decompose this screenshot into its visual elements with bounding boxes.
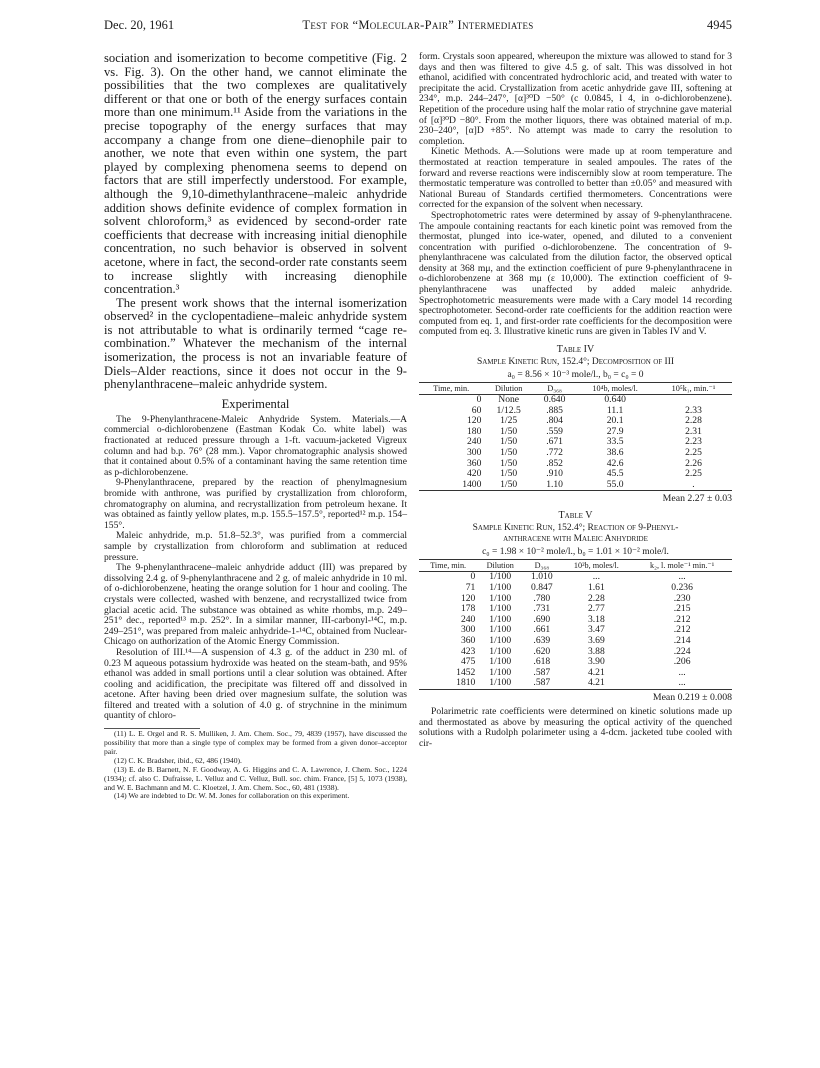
table-cell: 0.236: [671, 581, 693, 593]
table-cell: 120: [467, 415, 482, 427]
table-cell: 420: [467, 468, 482, 480]
table-cell: .804: [546, 415, 563, 427]
table-v-conditions: c₀ = 1.98 × 10⁻² mole/l., b₀ = 1.01 × 10⁻² mole/l.: [482, 547, 669, 558]
table-cell: None: [498, 394, 520, 406]
table-cell: .671: [546, 436, 563, 448]
table-cell: 1/100: [489, 592, 512, 604]
table-cell: .212: [673, 613, 691, 625]
table-cell: ...: [678, 666, 686, 678]
table-cell: 2.28: [587, 592, 605, 604]
table-cell: 2.23: [685, 436, 702, 448]
table-cell: 1/100: [489, 571, 512, 583]
table-row: [419, 448, 732, 459]
table-cell: .780: [533, 592, 551, 604]
table-cell: 1/100: [489, 613, 512, 625]
table-header: D₃₆₈: [523, 560, 560, 572]
table-cell: .212: [673, 624, 691, 636]
table-cell: .639: [533, 634, 551, 646]
table-cell: 300: [460, 624, 476, 636]
table-header: Dilution: [477, 560, 523, 572]
table-header: Time, min.: [419, 560, 477, 572]
table-cell: .661: [533, 624, 551, 636]
table-cell: 1.61: [587, 581, 605, 593]
table-cell: 1/50: [500, 425, 518, 437]
header-page-number: 4945: [707, 18, 732, 32]
table-cell: 1.10: [534, 480, 575, 491]
table-cell: .206: [673, 656, 691, 668]
table-header: Time, min.: [419, 383, 483, 395]
table-cell: 1400: [419, 480, 483, 491]
table-cell: ...: [678, 571, 686, 583]
table-cell: .620: [533, 645, 551, 657]
table-cell: 120: [460, 592, 476, 604]
table-cell: 33.5: [606, 436, 624, 448]
body-paragraph: sociation and isomerization to become competitive (Fig. 2 vs. Fig. 3). On the other hand, we cannot eliminate the possibilities that the two complexes are qualitatively different or that one or both of the energy surfaces contain more than one minimum.¹¹ Aside from the variations in the precise topography of the energy surfaces that may accompany a change from one diene–dienophile pair to another, we note that even within one system, the part played by complexing phenomena seems to depend on factors that are still imperfectly understood. For example, although the 9,10-dimethylanthracene–maleic anhydride addition shows definite evidence of complex formation in solvent chloroform,³ as evidenced by second-order rate coefficients that decrease with increasing initial dienophile concentration, no such behavior is observed in solvent acetone, where in fact, the second-order rate constants seem to increase slightly with increasing dienophile concentration.³: [104, 51, 407, 297]
body-paragraph: Polarimetric rate coefficients were determined on kinetic solutions made up and thermostated as above by measuring the optical activity of the quenched solutions with a Rudolph polarimeter using a 4-dcm. jacketed tube cooled with cir-: [419, 705, 732, 749]
section-heading: Experimental: [221, 396, 290, 411]
table-cell: 2.77: [587, 603, 605, 615]
table-cell: 3.90: [587, 656, 605, 668]
table-header: k₂, l. mole⁻¹ min.⁻¹: [632, 560, 732, 572]
table-cell: .731: [533, 603, 551, 615]
page-header: [104, 18, 732, 34]
table-cell: 1/50: [500, 468, 518, 480]
table-cell: 38.6: [606, 447, 624, 458]
table-cell: 1/100: [489, 603, 512, 615]
table-cell: 71: [465, 581, 476, 593]
footnote: (13) E. de B. Barnett, N. F. Goodway, A. G. Higgins and C. A. Lawrence, J. Chem. Soc., 1224 (1934); cf. also C. Dufraisse, L. Velluz and C. Velluz, Bull. soc. chim. France, [5] 5, 1073 (1938), and W. E. Bachmann and M. C. Kloetzel, J. Am. Chem. Soc., 60, 481 (1938).: [104, 764, 407, 792]
table-cell: 1/100: [489, 656, 512, 668]
table-cell: 45.5: [606, 468, 624, 480]
table-cell: 1/100: [489, 624, 512, 636]
table-cell: .885: [546, 404, 563, 416]
table-cell: 360: [467, 457, 482, 469]
table-cell: .215: [673, 603, 691, 615]
right-column: [419, 52, 732, 749]
table-cell: 11.1: [606, 404, 624, 416]
table-v-caption-cont: anthracene with Maleic Anhydride: [503, 534, 648, 545]
table-cell: 240: [460, 613, 476, 625]
table-row: [419, 583, 732, 594]
table-cell: 1/25: [500, 415, 518, 427]
table-cell: 1810: [419, 678, 477, 689]
table-cell: .618: [533, 656, 551, 668]
table-row: [419, 678, 732, 689]
table-iv-conditions: a₀ = 8.56 × 10⁻³ mole/l., b₀ = c₀ = 0: [507, 370, 644, 381]
table-cell: 423: [460, 645, 476, 657]
body-paragraph: form. Crystals soon appeared, whereupon the mixture was allowed to stand for 3 days and then was filtered to give 4.5 g. of salt. This was dissolved in hot ethanol, acidified with concentrated hydrochloric acid, and treated with water to precipitate the acid. Crystallization from acetic anhydride gave III, softening at 234°, m.p. 244–247°, [α]³⁰D −50° (c 0.0845, l 4, in o-dichlorobenzene). Repetition of the procedure using half the molar ratio of strychnine gave material of [α]³⁰D −80°. From the mother liquors, there was obtained material of m.p. 230–240°, [α]D +85°. No attempt was made to carry the resolution to completion.: [419, 51, 732, 147]
header-date: Dec. 20, 1961: [104, 18, 175, 32]
table-iv-mean: Mean 2.27 ± 0.03: [662, 493, 732, 505]
footnote: (14) We are indebted to Dr. W. M. Jones for collaboration on this experiment.: [114, 791, 350, 801]
table-header: 10⁵k₁, min.⁻¹: [655, 383, 732, 395]
table-cell: 1/100: [489, 666, 512, 678]
table-cell: 1452: [456, 666, 476, 678]
table-cell: 2.26: [685, 457, 702, 469]
table-header: D₃₆₈: [534, 383, 575, 395]
table-v-label: Table V: [558, 510, 593, 522]
table-cell: 2.33: [685, 404, 702, 416]
table-cell: 0.640: [543, 394, 566, 406]
table-v-caption: Sample Kinetic Run, 152.4°; Reaction of 9-Phenyl-: [472, 523, 679, 534]
footnote: (12) C. K. Bradsher, ibid., 62, 486 (1940).: [114, 755, 242, 765]
table-cell: .230: [673, 592, 691, 604]
exp-paragraph: Resolution of III.¹⁴—A suspension of 4.3 g. of the adduct in 230 ml. of 0.23 M aqueous potassium hydroxide was heated on the steam-bath, and 95% ethanol was added in small portions until a clear solution was obtained. After cooling and acidification, the precipitate was filtered off and dissolved in acetone. After having been dried over magnesium sulfate, the solution was filtered and treated with a solution of 4.0 g. of strychnine in the minimum quantity of chloro-: [104, 646, 407, 722]
table-cell: 55.0: [575, 480, 655, 491]
table-cell: 1/100: [489, 581, 512, 593]
table-cell: 2.25: [685, 468, 702, 480]
table-cell: .690: [533, 613, 551, 625]
exp-paragraph: The 9-Phenylanthracene-Maleic Anhydride System. Materials.—A commercial o-dichlorobenzene (Eastman Kodak Co. white label) was fractionated at reduced pressure through a 1-ft. vacuum-jacketed Vigreux column and had b.p. 76° (28 mm.). Vapor chromatographic analysis showed that it contained about 0.5% of a contaminant having the same retention time as p-dichlorobenzene.: [104, 413, 407, 478]
table-cell: 240: [467, 436, 482, 448]
table-header: 10⁴b, moles/l.: [575, 383, 655, 395]
table-cell: 4.21: [587, 666, 605, 678]
table-cell: 2.31: [685, 425, 702, 437]
table-cell: 0: [476, 394, 482, 406]
table-cell: 2.25: [685, 447, 702, 458]
table-cell: 4.21: [561, 678, 633, 689]
body-paragraph: The present work shows that the internal isomerization observed² in the cyclopentadiene–maleic anhydride system is not attributable to what is ordinarily termed “cage re-combination.” Whatever the mechanism of the internal isomerization, the process is not an invariable feature of Diels–Alder reactions, since it does not occur in the 9-phenylanthracene–maleic anhydride system.: [104, 295, 407, 392]
table-cell: ...: [592, 571, 600, 583]
table-cell: [655, 395, 732, 406]
table-cell: 1/100: [489, 645, 512, 657]
exp-paragraph: Maleic anhydride, m.p. 51.8–52.3°, was purified from a commercial sample by crystallization from chloroform and sublimation at reduced pressure.: [104, 530, 407, 563]
body-paragraph: Kinetic Methods. A.—Solutions were made up at room temperature and thermostated at reaction temperature in sealed ampoules. The rates of the forward and reverse reactions were indiscernibly slow at room temperature. The thermostatic temperature was controlled to better than ±0.05° and measured with National Bureau of Standards certified thermometers. Concentrations were corrected for the expansion of the solvent when necessary.: [419, 146, 732, 211]
table-cell: 360: [460, 634, 476, 646]
table-cell: ...: [632, 678, 732, 689]
table-cell: .: [655, 480, 732, 491]
table-cell: 1/50: [483, 480, 534, 491]
table-cell: 1.010: [531, 571, 553, 583]
table-cell: 300: [467, 447, 482, 458]
table-cell: .910: [546, 468, 563, 480]
table-cell: 178: [460, 603, 476, 615]
table-header: 10²b, moles/l.: [561, 560, 633, 572]
table-iv-label: Table IV: [556, 344, 595, 356]
table-cell: 27.9: [606, 425, 624, 437]
table-cell: .772: [546, 447, 563, 458]
table-row: [419, 480, 732, 491]
table-row: [419, 636, 732, 647]
table-cell: 0: [470, 571, 476, 583]
table-cell: 0.640: [604, 394, 626, 406]
header-title: Test for “Molecular-Pair” Intermediates: [302, 18, 534, 32]
table-cell: 1/50: [500, 447, 518, 458]
table-header: Dilution: [483, 383, 534, 395]
table-cell: 1/100: [477, 678, 523, 689]
table-cell: 60: [471, 404, 482, 416]
table-cell: 3.47: [587, 624, 605, 636]
table-cell: .587: [533, 666, 551, 678]
table-cell: 475: [460, 656, 476, 668]
table-cell: 3.18: [587, 613, 605, 625]
table-cell: 2.28: [685, 415, 702, 427]
body-paragraph: Spectrophotometric rates were determined by assay of 9-phenylanthracene. The ampoule containing reactants for each kinetic point was removed from the thermostat, plunged into ice-water, opened, and diluted to a convenient concentration with purified o-dichlorobenzene. The concentration of 9-phenylanthracene was calculated from the dilution factor, the observed optical density at 368 mμ, and the extinction coefficient of pure 9-phenylanthracene in o-dichlorobenzene at 368 mμ (ε 10,000). The extinction coefficient of 9-phenylanthracene was unaffected by added maleic anhydride. Spectrophotometric measurements were made with a Cary model 14 recording spectrophotometer. Second-order rate coefficients for the addition reaction were computed from eq. 1, and first-order rate coefficients for the decomposition were computed from eq. 3. Illustrative kinetic runs are given in Tables IV and V.: [419, 209, 732, 338]
table-iv-caption: Sample Kinetic Run, 152.4°; Decomposition of III: [476, 357, 675, 368]
table-cell: .559: [546, 425, 563, 437]
table-cell: 20.1: [606, 415, 624, 427]
table-cell: 1/50: [500, 457, 518, 469]
table-cell: 1/50: [500, 436, 518, 448]
exp-paragraph: The 9-phenylanthracene–maleic anhydride adduct (III) was prepared by dissolving 2.4 g. of 9-phenylanthracene and 2 g. of maleic anhydride in 10 ml. of o-dichlorobenzene, heating the orange solution for 1 hour and cooling. The crystals were collected, washed with benzene, and recrystallized twice from glacial acetic acid. The substance was obtained as white rhombs, m.p. 249–251° dec., reported¹³ m.p. 252°. In a similar manner, III-carbonyl-¹⁴C, m.p. 249–251°, was prepared from maleic anhydride-1-¹⁴C, obtained from Nuclear-Chicago on authorization of the Atomic Energy Commission.: [104, 562, 407, 648]
footnote: (11) L. E. Orgel and R. S. Mulliken, J. Am. Chem. Soc., 79, 4839 (1957), have discussed the possibility that more than a single type of complex may be formed from a given donor–acceptor pair.: [104, 729, 407, 756]
exp-paragraph: 9-Phenylanthracene, prepared by the reaction of phenylmagnesium bromide with anthrone, was purified by crystallization from chloroform, chromatography on alumina, and recrystallization from petroleum hexane. It was obtained as faintly yellow plates, m.p. 155.5–157.5°, reported¹² m.p. 154–155°.: [104, 477, 407, 531]
table-cell: 3.69: [587, 634, 605, 646]
table-cell: .214: [673, 634, 691, 646]
table-cell: 0.847: [531, 581, 553, 593]
table-cell: .587: [523, 678, 560, 689]
table-cell: 3.88: [587, 645, 605, 657]
table-cell: 42.6: [606, 457, 624, 469]
table-row: [419, 395, 732, 406]
table-cell: 180: [467, 425, 482, 437]
table-cell: .852: [546, 457, 563, 469]
table-cell: 1/12.5: [496, 404, 521, 416]
left-column: [104, 52, 407, 801]
table-cell: 1/100: [489, 634, 512, 646]
table-cell: .224: [673, 645, 691, 657]
table-v-mean: Mean 0.219 ± 0.008: [652, 691, 732, 703]
table-iv: [419, 382, 732, 491]
table-v: [419, 559, 732, 690]
